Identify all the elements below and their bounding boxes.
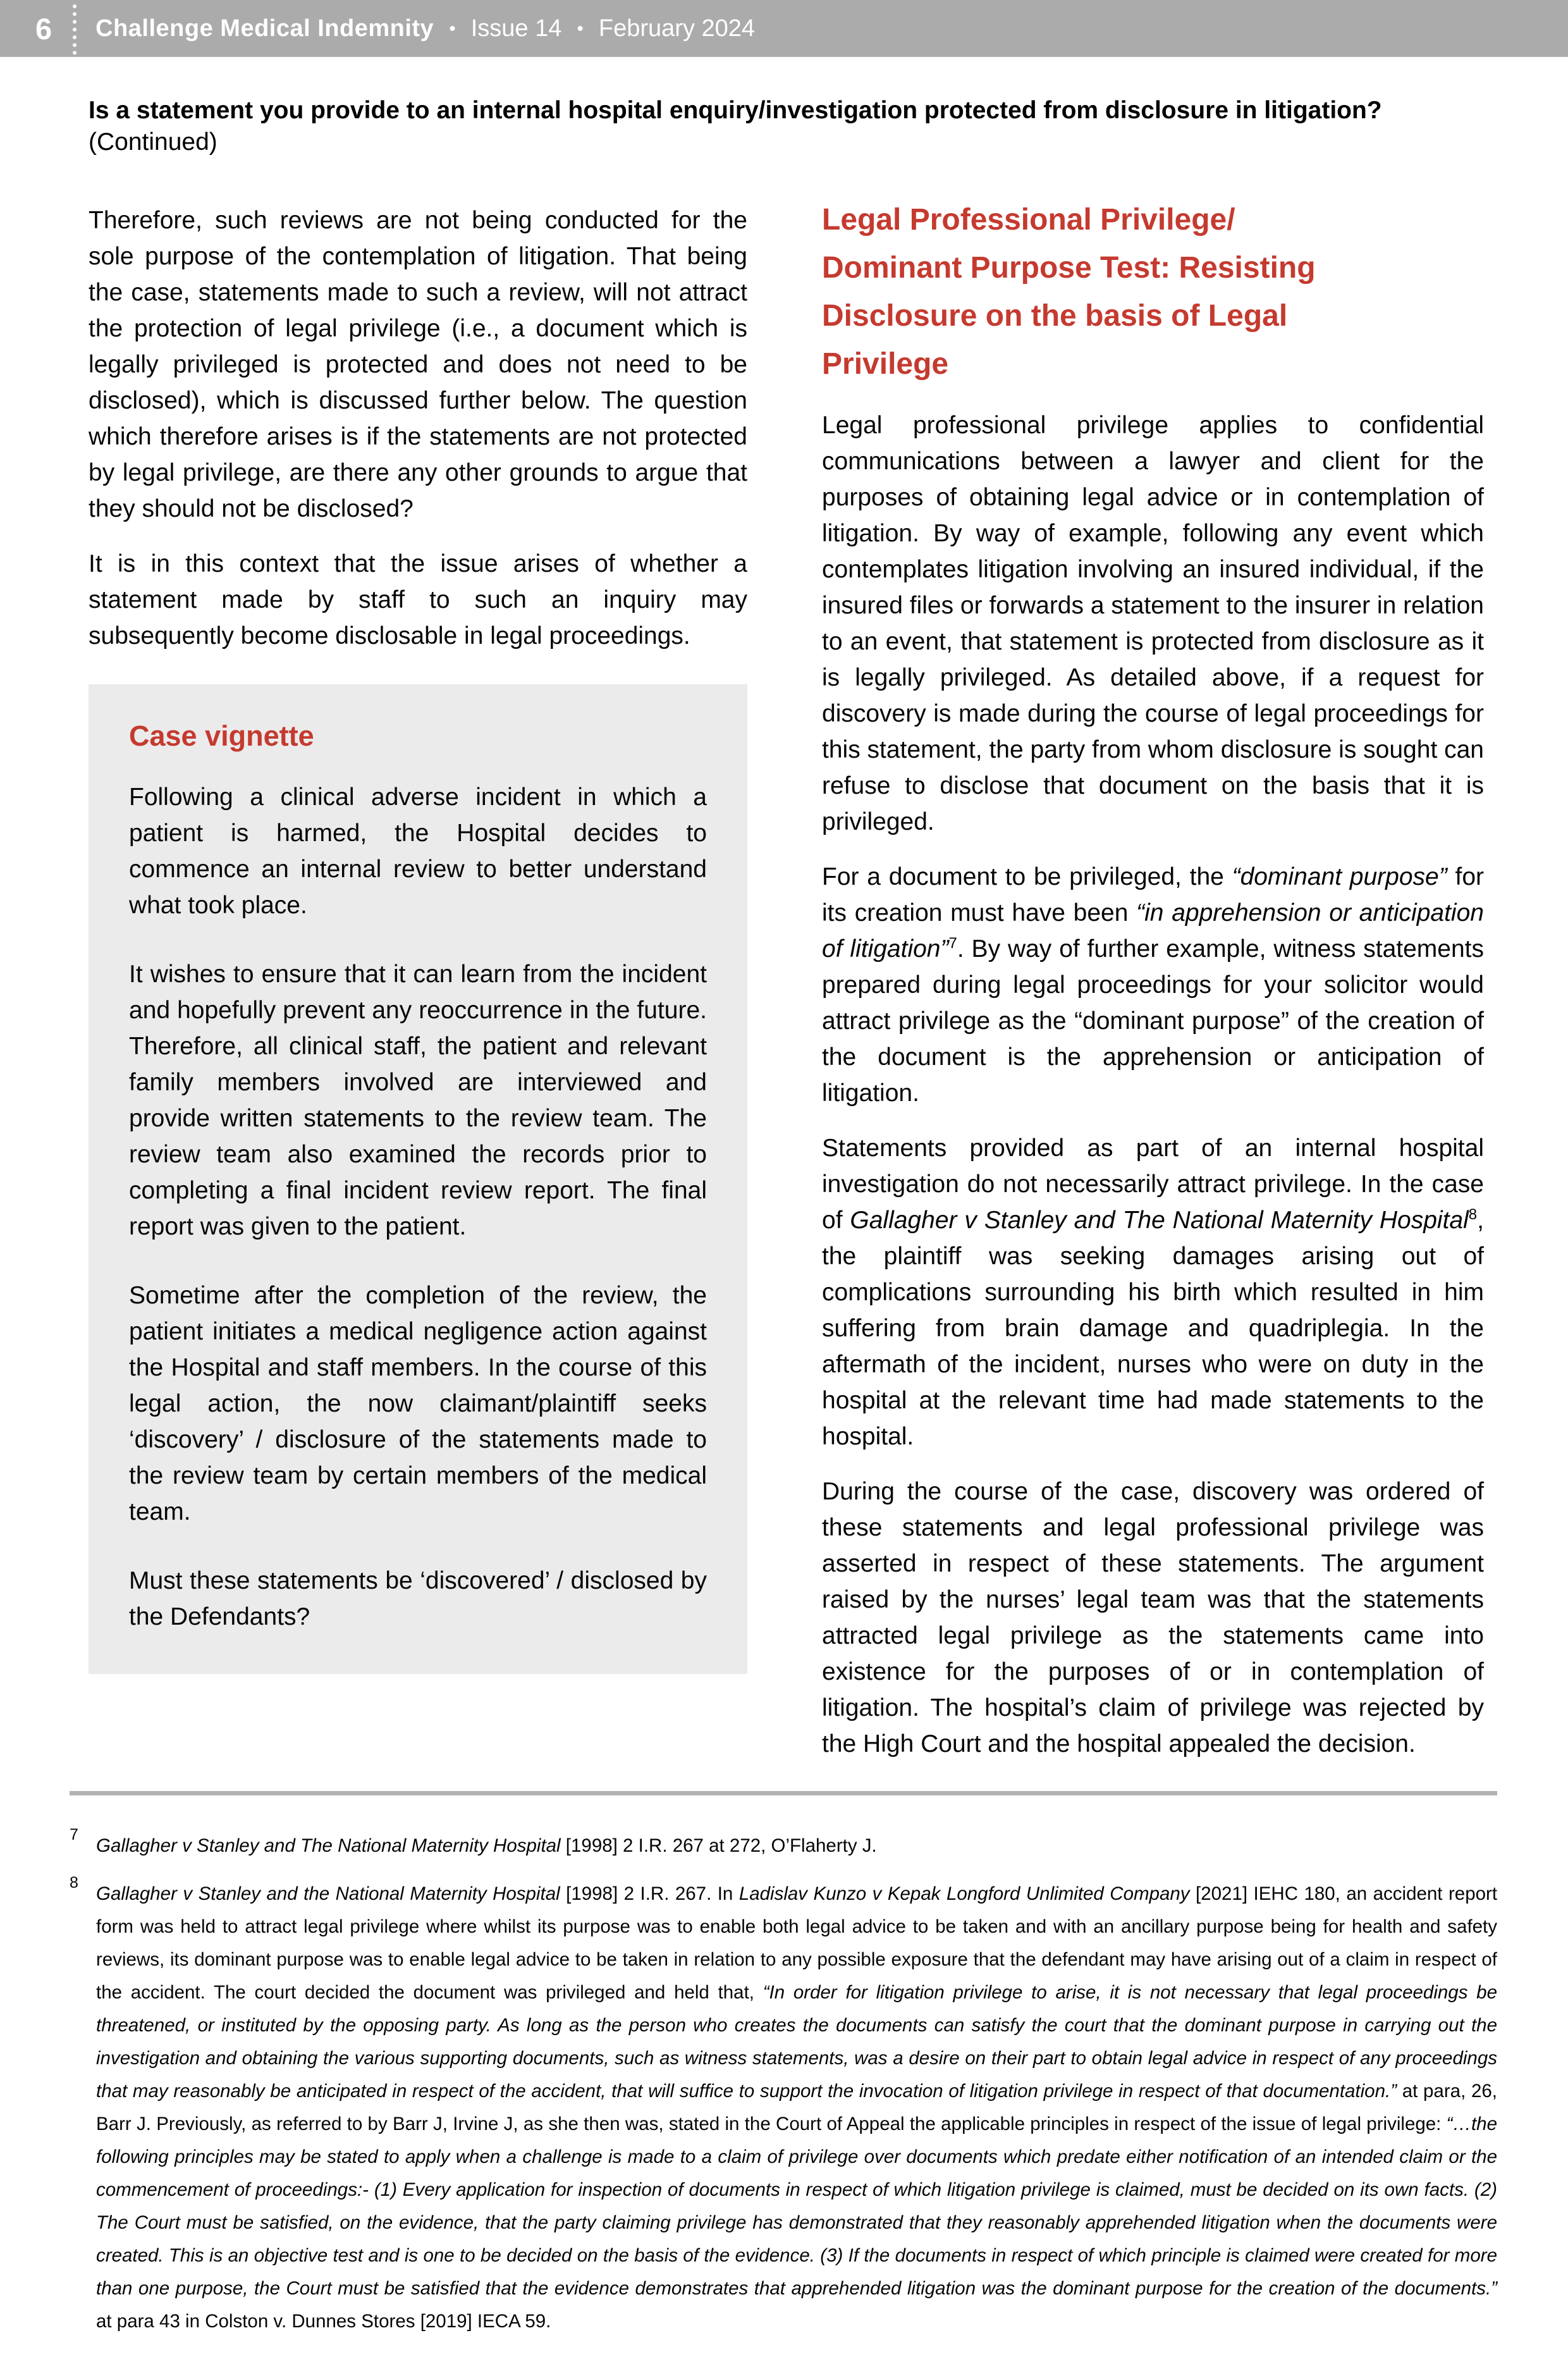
paragraph: Therefore, such reviews are not being conducted for the sole purpose of the contemplation of litigation. That being the case, statements made to such a review, will not attract the protection of legal privilege (i.e., a document which is legally privileged is protected and does not need to be disclosed), which is discussed further below. The question which therefore arises is if the statements are not protected by legal privilege, are there any other grounds to argue that they should not be disclosed? bbox=[89, 207, 747, 522]
footnote-text: Gallagher v Stanley and The National Maternity Hospital [1998] 2 I.R. 267 at 272, O’Flaherty J. bbox=[96, 1835, 877, 1856]
case-vignette-box bbox=[89, 684, 747, 1674]
dotted-divider bbox=[73, 4, 77, 70]
top-bar bbox=[0, 0, 1568, 57]
paragraph: Legal professional privilege applies to confidential communications between a lawyer and client for the purposes of obtaining legal advice or in contemplation of litigation. By way of example, following any event which contemplates litigation involving an insured individual, if the insured files or forwards a statement to the insurer in relation to an event, that statement is protected from disclosure as it is legally privileged. As detailed above, if a request for discovery is made during the course of legal proceedings for this statement, the party from whom disclosure is sought can refuse to disclose that document on the basis that it is privileged. bbox=[822, 412, 1485, 835]
publication-title: Challenge Medical Indemnity bbox=[95, 15, 434, 42]
paragraph: During the course of the case, discovery was ordered of these statements and legal professional privilege was asserted in respect of these statements. The argument raised by the nurses’ legal team was that the statements attracted legal privilege as the statements came into existence for the purposes of or in contemplation of litigation. The hospital’s claim of privilege was rejected by the High Court and the hospital appealed the decision. bbox=[822, 1478, 1484, 1757]
section-heading-line: Privilege bbox=[822, 347, 949, 381]
two-column-layout bbox=[0, 202, 1568, 1762]
footnote-7 bbox=[70, 1826, 1497, 1862]
case-vignette-title: Case vignette bbox=[129, 720, 314, 752]
article-title-continued: (Continued) bbox=[89, 128, 217, 156]
paragraph: It is in this context that the issue arises of whether a statement made by staff to such an inquiry may subsequently become disclosable in legal proceedings. bbox=[89, 550, 747, 649]
case-vignette-paragraph: Following a clinical adverse incident in which a patient is harmed, the Hospital decides to commence an internal review to better understand what took place. bbox=[129, 784, 707, 919]
page-number: 6 bbox=[35, 11, 53, 46]
article-title bbox=[89, 95, 1486, 158]
paragraph: For a document to be privileged, the “dominant purpose” for its creation must have been “in apprehension or anticipation of litigation”$^7$. By way of further example, witness statements prepared during legal proceedings for your solicitor would attract privilege as the “dominant purpose” of the creation of the document is the apprehension or anticipation of litigation. bbox=[822, 863, 1484, 1107]
issue-label: Issue 14 bbox=[470, 15, 562, 42]
case-vignette-paragraph: Sometime after the completion of the review, the patient initiates a medical negligence action against the Hospital and staff members. In the course of this legal action, the now claimant/plaintiff seeks ‘discovery’ / disclosure of the statements made to the review team by certain members of the medical team. bbox=[129, 1282, 707, 1525]
date-label: February 2024 bbox=[598, 15, 756, 42]
right-column bbox=[822, 202, 1484, 1762]
section-heading bbox=[822, 196, 1484, 388]
left-column bbox=[89, 202, 747, 1674]
section-heading-line: Disclosure on the basis of Legal bbox=[822, 299, 1288, 333]
footnote-text: Gallagher v Stanley and the National Maternity Hospital [1998] 2 I.R. 267. In Ladislav Kunzo v Kepak Longford Unlimited Company [2021] IEHC 180, an accident report form was held to attract legal privilege where whilst its purpose was to enable both legal advice to be taken and with an ancillary purpose being for health and safety reviews, its dominant purpose was to enable legal advice to be taken in relation to any possible exposure that the defendant may have arising out of a claim in respect of the accident. The court decided the document was privileged and held that, “In order for litigation privilege to arise, it is not necessary that legal proceedings be threatened, or instituted by the opposing party. As long as the person who creates the documents can satisfy the court that the dominant purpose in carrying out the investigation and obtaining the various supporting documents, such as witness statements, was a desire on their part to obtain legal advice in respect of any proceedings that may reasonably be anticipated in respect of the accident, that will suffice to support the invocation of litigation privilege in respect of that documentation.” at para, 26, Barr J. Previously, as referred to by Barr J, Irvine J, as she then was, stated in the Court of Appeal the applicable principles in respect of the issue of legal privilege: “…the following principles may be stated to apply when a challenge is made to a claim of privilege over documents which predate either notification of an intended claim or the commencement of proceedings:- (1) Every application for inspection of documents in respect of which litigation privilege is claimed, must be decided on its own facts. (2) The Court must be satisfied, on the evidence, that the party claiming privilege has demonstrated that they reasonably apprehended litigation when the documents were created. This is an objective test and is one to be decided on the basis of the evidence. (3) If the documents in respect of which principle is claimed were created for more than one purpose, the Court must be satisfied that the evidence demonstrates that apprehended litigation was the dominant purpose for the creation of the documents.” at para 43 in Colston v. Dunnes Stores [2019] IECA 59. bbox=[96, 1883, 1498, 2332]
case-vignette-paragraph: It wishes to ensure that it can learn from the incident and hopefully prevent any reoccurrence in the future. Therefore, all clinical staff, the patient and relevant family members involved are interviewed and provide written statements to the review team. The review team also examined the records prior to completing a final incident review report. The final report was given to the patient. bbox=[129, 961, 707, 1240]
bullet-separator-icon: • bbox=[449, 18, 456, 39]
footnote-8 bbox=[70, 1874, 1498, 2338]
bullet-separator-icon: • bbox=[577, 18, 584, 39]
footnote-number: 7 bbox=[70, 1826, 78, 1844]
case-vignette-paragraph: Must these statements be ‘discovered’ / disclosed by the Defendants? bbox=[129, 1567, 707, 1630]
footnote-number: 8 bbox=[70, 1874, 78, 1892]
footnotes-section bbox=[70, 1791, 1497, 2376]
paragraph: Statements provided as part of an internal hospital investigation do not necessarily attract privilege. In the case of Gallagher v Stanley and The National Maternity Hospital$^8$, the plaintiff was seeking damages arising out of complications surrounding his birth which resulted in him suffering from brain damage and quadriplegia. In the aftermath of the incident, nurses who were on duty in the hospital at the relevant time had made statements to the hospital. bbox=[822, 1135, 1484, 1450]
footnote-divider bbox=[70, 1791, 1497, 1795]
section-heading-line: Dominant Purpose Test: Resisting bbox=[822, 251, 1316, 285]
section-heading-line: Legal Professional Privilege/ bbox=[822, 203, 1235, 237]
article-title-main: Is a statement you provide to an internal hospital enquiry/investigation protected from disclosure in litigation? bbox=[89, 97, 1382, 124]
